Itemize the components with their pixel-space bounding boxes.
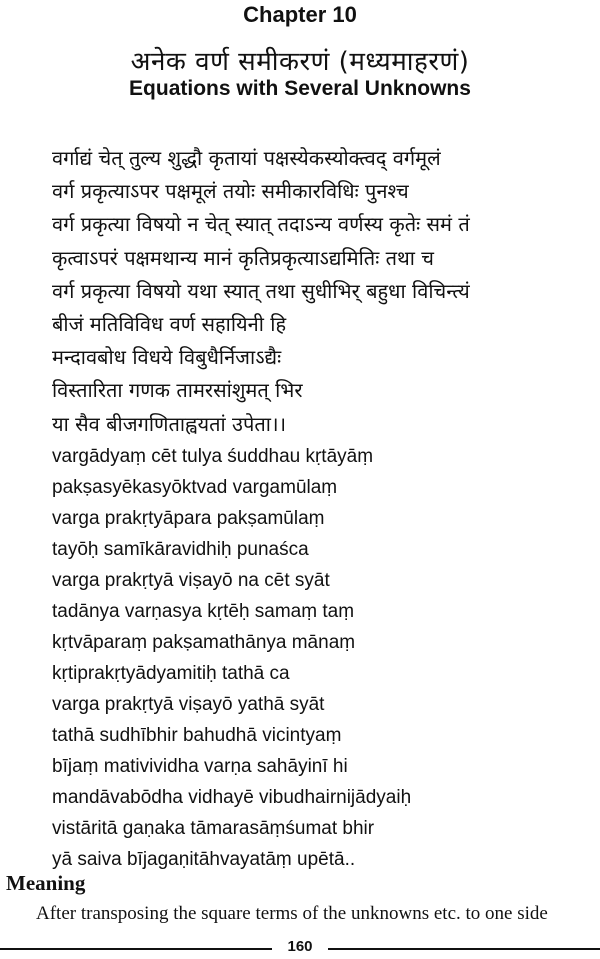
- transliteration-line: varga prakṛtyā viṣayō yathā syāt: [52, 694, 325, 715]
- page-footer: [0, 938, 600, 958]
- transliteration-line: tayōḥ samīkāravidhiḥ punaśca: [52, 539, 309, 560]
- chapter-label: Chapter 10: [243, 2, 357, 27]
- sanskrit-line: कृत्वाऽपरं पक्षमथान्य मानं कृतिप्रकृत्याऽद्यमितिः तथा च: [52, 245, 435, 270]
- meaning-paragraph: After transposing the square terms of the unknowns etc. to one side: [36, 903, 548, 924]
- sanskrit-line: या सैव बीजगणिताह्वयतां उपेता।।: [52, 411, 287, 436]
- sanskrit-line: वर्ग प्रकृत्या विषयो न चेत् स्यात् तदाऽन्य वर्णस्य कृतेः समं तं: [52, 212, 470, 237]
- chapter-title-english: Equations with Several Unknowns: [129, 77, 471, 100]
- transliteration-line: yā saiva bījagaṇitāhvayatāṃ upētā..: [52, 849, 356, 870]
- transliteration-line: kṛtvāparaṃ pakṣamathānya mānaṃ: [52, 632, 356, 653]
- transliteration-line: tathā sudhībhir bahudhā vicintyaṃ: [52, 725, 342, 746]
- transliteration-line: bījaṃ mativividha varṇa sahāyinī hi: [52, 756, 348, 777]
- page-number: 160: [287, 938, 313, 955]
- transliteration-line: kṛtiprakṛtyādyamitiḥ tathā ca: [52, 663, 290, 684]
- transliteration-line: mandāvabōdha vidhayē vibudhairnijādyaiḥ: [52, 787, 412, 808]
- sanskrit-line: वर्ग प्रकृत्या विषयो यथा स्यात् तथा सुधीभिर् बहुधा विचिन्त्यं: [52, 278, 470, 303]
- sanskrit-line: वर्गाद्यं चेत् तुल्य शुद्धौ कृतायां पक्षस्येकस्योक्त्वद् वर्गमूलं: [52, 146, 441, 170]
- footer-rule-left: [0, 948, 272, 950]
- transliteration-line: vistāritā gaṇaka tāmarasāṃśumat bhir: [52, 818, 375, 839]
- sanskrit-verse: [52, 142, 592, 441]
- chapter-title-devanagari: अनेक वर्ण समीकरणं (मध्यमाहरणं): [130, 47, 470, 77]
- transliteration-line: varga prakṛtyā viṣayō na cēt syāt: [52, 570, 330, 591]
- transliteration: [52, 441, 592, 875]
- transliteration-line: vargādyaṃ cēt tulya śuddhau kṛtāyāṃ: [52, 446, 374, 467]
- transliteration-line: tadānya varṇasya kṛtēḥ samaṃ taṃ: [52, 601, 355, 622]
- sanskrit-line: मन्दावबोध विधये विबुधैर्निजाऽद्यैः: [52, 345, 282, 370]
- footer-rule-right: [328, 948, 600, 950]
- sanskrit-line: बीजं मतिविविध वर्ण सहायिनी हि: [52, 311, 287, 336]
- sanskrit-line: विस्तारिता गणक तामरसांशुमत् भिर: [52, 378, 303, 403]
- meaning-heading: Meaning: [6, 871, 86, 895]
- sanskrit-line: वर्ग प्रकृत्याऽपर पक्षमूलं तयोः समीकारविधिः पुनश्च: [52, 179, 409, 204]
- transliteration-line: pakṣasyēkasyōktvad vargamūlaṃ: [52, 477, 338, 498]
- transliteration-line: varga prakṛtyāpara pakṣamūlaṃ: [52, 508, 325, 529]
